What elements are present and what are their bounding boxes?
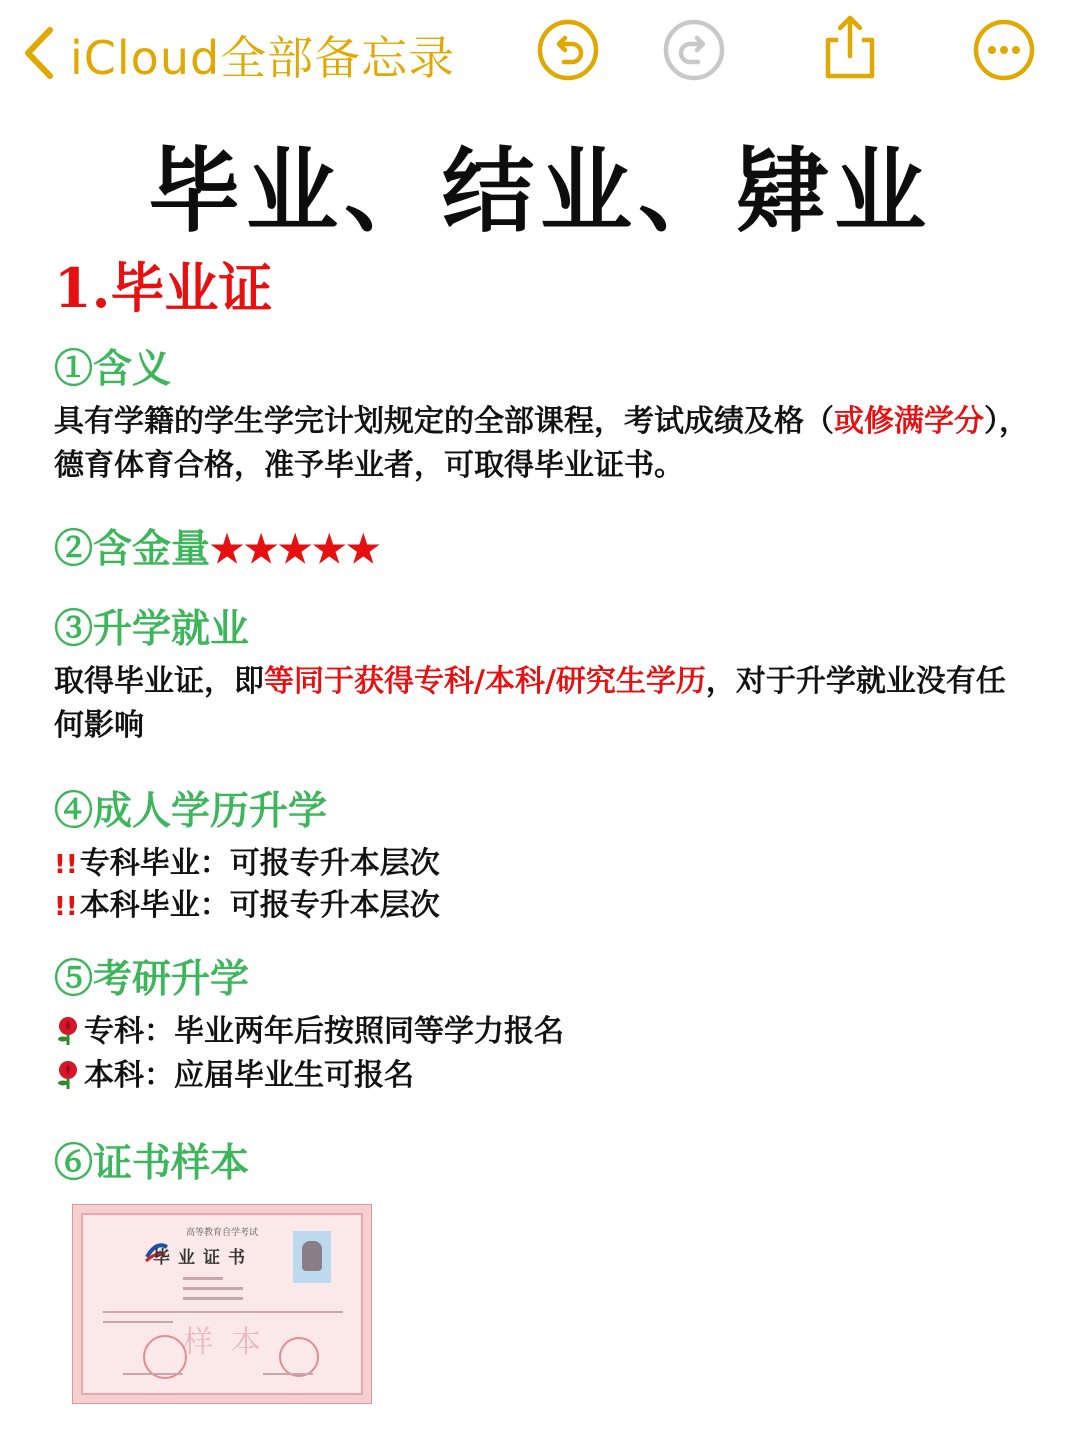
meaning-text: 具有学籍的学生学完计划规定的全部课程，考试成绩及格（或修满学分），德育体育合格，准予毕业者，可取得毕业证书。 [54, 404, 1029, 483]
undo-icon [536, 18, 600, 82]
postgraduate-heading: ⑤考研升学 [54, 956, 250, 1002]
postgraduate-item-1: 专科：毕业两年后按照同等学力报名 [54, 1010, 1034, 1054]
certificate-seal [279, 1337, 319, 1377]
certificate-sample-image[interactable] [72, 1204, 372, 1404]
back-label: iCloud全部备忘录 [70, 31, 456, 85]
further-study-heading: ③升学就业 [54, 606, 250, 652]
double-exclamation-icon: !! [54, 850, 78, 880]
certificate-top-text: 高等教育自学考试 [185, 1228, 258, 1238]
adult-education-item-1: !!专科毕业：可报专升本层次 [54, 846, 440, 881]
double-exclamation-icon: !! [54, 892, 78, 922]
further-study-text: 取得毕业证，即等同于获得专科/本科/研究生学历，对于升学就业没有任何影响 [54, 664, 1006, 743]
share-button[interactable] [818, 12, 882, 76]
certificate-watermark: 样本 [183, 1325, 279, 1360]
meaning-heading: ①含义 [54, 346, 172, 392]
share-icon [818, 12, 882, 82]
section-heading-graduation-certificate: 1.毕业证 [54, 256, 273, 320]
value-stars: ★★★★★ [210, 526, 381, 571]
sample-heading: ⑥证书样本 [54, 1140, 250, 1186]
value-heading: ②含金量★★★★★ [54, 526, 381, 572]
navigation-bar [0, 0, 1080, 100]
redo-button[interactable] [662, 18, 726, 82]
certificate-photo [293, 1231, 331, 1283]
meaning-highlight: 或修满学分 [834, 404, 984, 439]
more-button[interactable] [972, 18, 1036, 82]
rose-icon [54, 1016, 82, 1046]
more-icon [972, 18, 1036, 82]
adult-education-item-2: !!本科毕业：可报专升本层次 [54, 888, 440, 923]
redo-icon [662, 18, 726, 82]
adult-education-heading: ④成人学历升学 [54, 788, 328, 834]
postgraduate-item-2: 本科：应届毕业生可报名 [54, 1054, 1034, 1098]
certificate-title: 毕业证书 [153, 1248, 253, 1268]
undo-button[interactable] [536, 18, 600, 82]
further-study-highlight: 等同于获得专科/本科/研究生学历 [264, 664, 706, 699]
note-title: 毕业、结业、肄业 [147, 137, 932, 245]
chevron-left-icon [22, 26, 56, 84]
back-button[interactable] [22, 22, 455, 88]
rose-icon [54, 1060, 82, 1090]
